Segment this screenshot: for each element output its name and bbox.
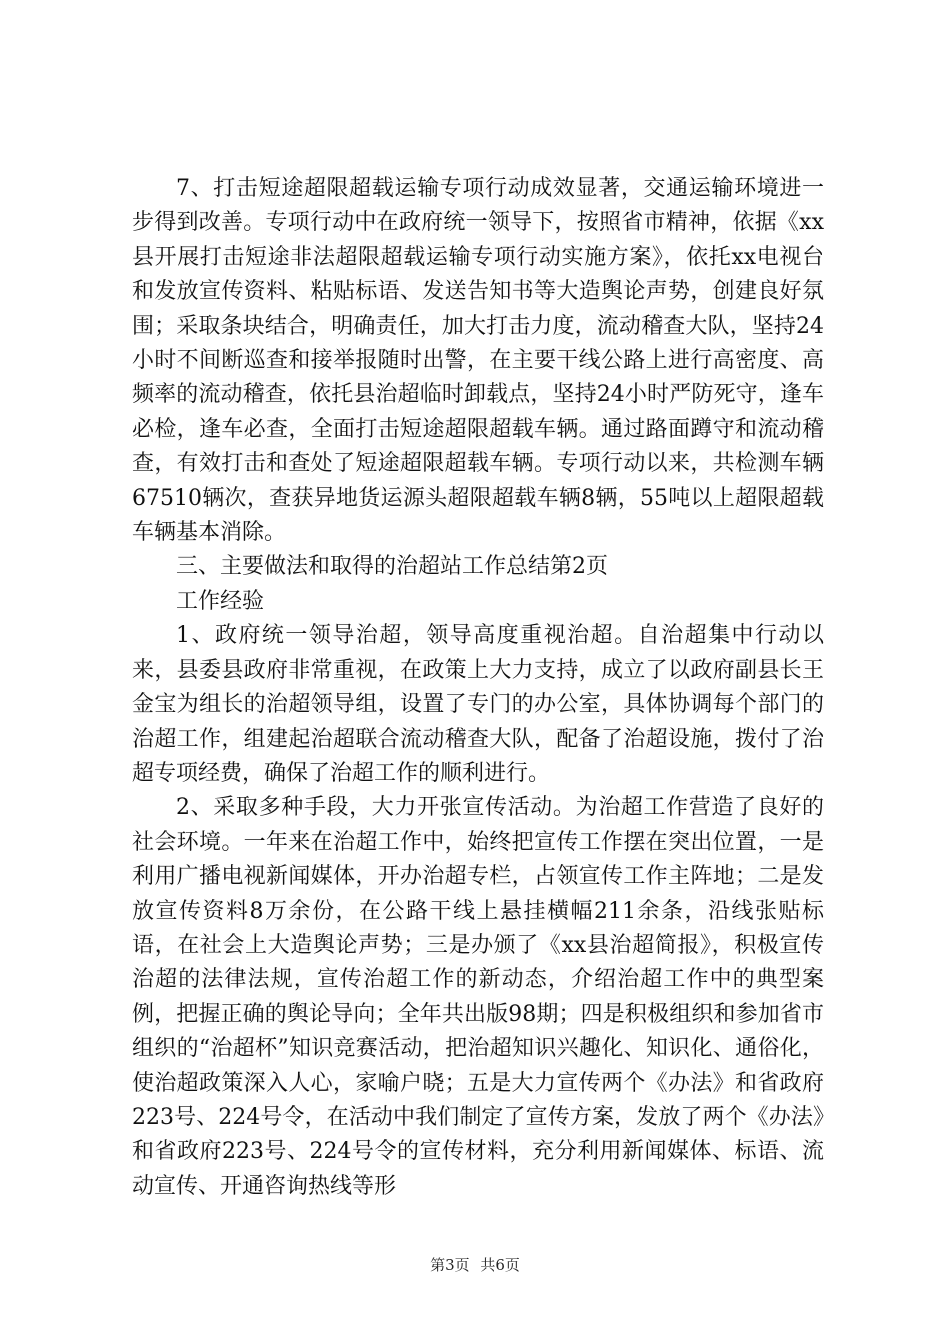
- paragraph-publicity: 2、采取多种手段，大力开张宣传活动。为治超工作营造了良好的社会环境。一年来在治超工作中，始终把宣传工作摆在突出位置，一是利用广播电视新闻媒体，开办治超专栏，占领宣传工作主阵地；二是发放宣传资料8万余份，在公路干线上悬挂横幅211余条，沿线张贴标语，在社会上大造舆论声势；三是办颁了《xx县治超简报》，积极宣传治超的法律法规，宣传治超工作的新动态，介绍治超工作中的典型案例，把握正确的舆论导向；全年共出版98期；四是积极组织和参加省市组织的“治超杯”知识竞赛活动，把治超知识兴趣化、知识化、通俗化，使治超政策深入人心，家喻户晓；五是大力宣传两个《办法》和省政府223号、224号令，在活动中我们制定了宣传方案，发放了两个《办法》和省政府223号、224号令的宣传材料，充分利用新闻媒体、标语、流动宣传、开通咨询热线等形: [132, 795, 824, 1199]
- page-footer: [0, 1254, 950, 1275]
- document-body: [132, 172, 824, 1204]
- page-total: 共6页: [480, 1256, 520, 1274]
- paragraph-government-leadership: 1、政府统一领导治超，领导高度重视治超。自治超集中行动以来，县委县政府非常重视，在政策上大力支持，成立了以政府副县长王金宝为组长的治超领导组，设置了专门的办公室，具体协调每个部门的治超工作，组建起治超联合流动稽查大队，配备了治超设施，拨付了治超专项经费，确保了治超工作的顺利进行。: [132, 623, 824, 786]
- section-heading-continuation: 工作经验: [176, 588, 265, 614]
- page-number: 第3页: [430, 1256, 470, 1274]
- section-heading: 三、主要做法和取得的治超站工作总结第2页: [176, 554, 608, 580]
- paragraph-special-action: 7、打击短途超限超载运输专项行动成效显著，交通运输环境进一步得到改善。专项行动中在政府统一领导下，按照省市精神，依据《xx县开展打击短途非法超限超载运输专项行动实施方案》，依托xx电视台和发放宣传资料、粘贴标语、发送告知书等大造舆论声势，创建良好氛围；采取条块结合，明确责任，加大打击力度，流动稽查大队，坚持24小时不间断巡查和接举报随时出警，在主要干线公路上进行高密度、高频率的流动稽查，依托县治超临时卸载点，坚持24小时严防死守，逢车必检，逢车必查，全面打击短途超限超载车辆。通过路面蹲守和流动稽查，有效打击和查处了短途超限超载车辆。专项行动以来，共检测车辆67510辆次，查获异地货运源头超限超载车辆8辆，55吨以上超限超载车辆基本消除。: [132, 176, 824, 546]
